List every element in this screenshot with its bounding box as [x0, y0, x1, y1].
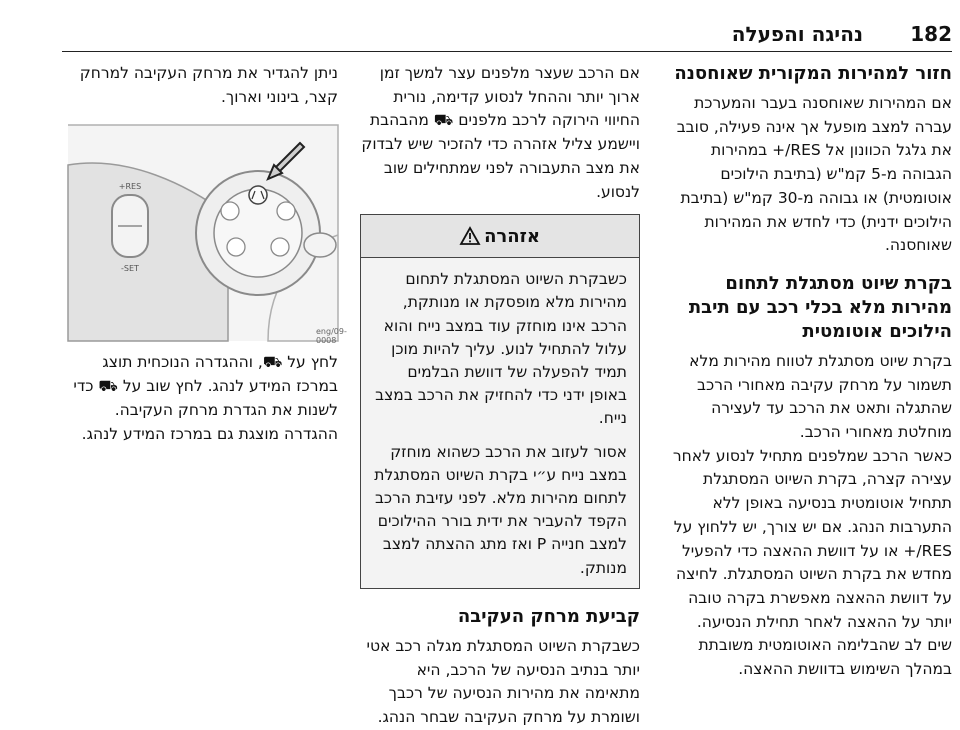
warning-paragraph-1: כשבקרת השיוט המסתגלת לתחום מהירות מלא מופסקת או מנותקת, הרכב אינו מוחזק עוד במצב נייח והוא עלול להתחיל לנוע. עליך להיות מוכן תמיד להפעלה של דוושת הבלמים באופן ידני כדי להחזיק את הרכב במצב נייח.	[375, 270, 627, 428]
paragraph-distance-button-usage: לחץ על ⛟, וההגדרה הנוכחית תוצג במרכז המידע לנהג. לחץ שוב על ⛟ כדי לשנות את הגדרת מרחק העקיבה. ההגדרה מוצגת גם במרכז המידע לנהג.	[73, 353, 338, 443]
res-plus-label: RES+	[118, 182, 142, 192]
steering-wheel-controls-illustration	[68, 125, 338, 341]
header-rule	[62, 51, 952, 52]
warning-paragraph-2: אסור לעזוב את הרכב כשהוא מוחזק במצב נייח ע״י בקרת השיוט המסתגלת לתחום מהירות מלא. לפני עזיבת הרכב הקפד להעביר את ידית בורר ההילוכים למצב חנייה P ואז מתג ההצתה למצב מנותק.	[374, 442, 627, 577]
set-minus-label: SET-	[121, 264, 139, 274]
column-middle	[360, 62, 640, 730]
warning-triangle-icon	[460, 227, 480, 245]
intro-paragraph-distance-settings: ניתן להגדיר את מרחק העקיבה למרחק קצר, בינוני וארוך.	[79, 64, 338, 106]
section-paragraph-full-speed-acc-1: בקרת שיוט מסתגלת לטווח מהירות מלא תשמור על מרחק עקיבה מאחורי הרכב שהתגלה ותאט את הרכב עד לעצירה מוחלטת מאחורי הרכב.	[689, 351, 952, 442]
intro-paragraph-vehicle-ahead: אם הרכב שעצר מלפנים עצר למשך זמן ארוך יותר וההחל לנסוע קדימה, נורית החיווי הירוקה לרכב מלפנים ⛟ מהבהבת ויישמע צליל אזהרה כדי להזכיר שיש לבדוק את מצב התעבורה לפני שמתחילים שוב לנסוע.	[361, 64, 640, 201]
page-header-title: נהיגה והפעלה	[731, 22, 863, 46]
page-number: 182	[910, 22, 952, 46]
section-paragraph-resume-speed: אם המהירות שאוחסנה בעבר והמערכת עברה למצב מופעל אך אינה פעילה, סובב את גלגל הכוונון אל RES/+ במהירות הגבוהה מ-5 קמ"ש (בתיבת הילוכים אוטומטית) או גבוהה מ-30 קמ"ש (בתיבת הילוכים ידנית) כדי לחדש את המהירות שאוחסנה.	[676, 94, 952, 255]
column-left	[68, 62, 347, 446]
section-paragraph-following-distance: כשבקרת השיוט המסתגלת מגלה רכב אטי יותר בנתיב הנסיעה של הרכב, היא מתאימה את מהירות הנסיעה של רכבך ושומרת על מרחק העקיבה שבחר הנהג.	[366, 636, 640, 726]
column-right	[672, 62, 952, 682]
following-distance-button[interactable]	[249, 186, 267, 204]
section-paragraph-full-speed-acc-2: כאשר הרכב שמלפנים מתחיל לנסוע לאחר עצירה קצרה, בקרת השיוט המסתגלת תתחיל אוטומטית בנסיעה באופן ללא התערבות הנהג. אם יש צורך, יש ללחוץ על RES/+ או על דוושת ההאצה כדי להפעיל מחדש את בקרת השיוט המסתגלת. לחיצה על דוושת ההאצה מאפשרת בקרה טובה יותר על ההאצה לאחר תחילת הנסיעה. שים לב שהבלימה האוטומטית משובתת במהלך השימוש בדוושת ההאצה.	[672, 446, 952, 679]
section-heading-resume-speed: חזור למהירות המקורית שאוחסנה	[674, 63, 952, 84]
warning-box	[360, 214, 640, 589]
warning-header	[361, 215, 639, 258]
section-heading-full-speed-acc: בקרת שיוט מסתגלת לתחום מהירות מלא בכלי רכב עם תיבת הילוכים אוטומטית	[688, 272, 952, 342]
pointer-arrow-icon	[268, 143, 304, 179]
warning-title: אזהרה	[484, 225, 540, 247]
section-heading-following-distance: קביעת מרחק העקיבה	[457, 605, 640, 627]
warning-body	[361, 258, 639, 588]
steering-wheel-figure	[68, 125, 347, 346]
figure-id: eng/09-0008	[316, 327, 347, 346]
